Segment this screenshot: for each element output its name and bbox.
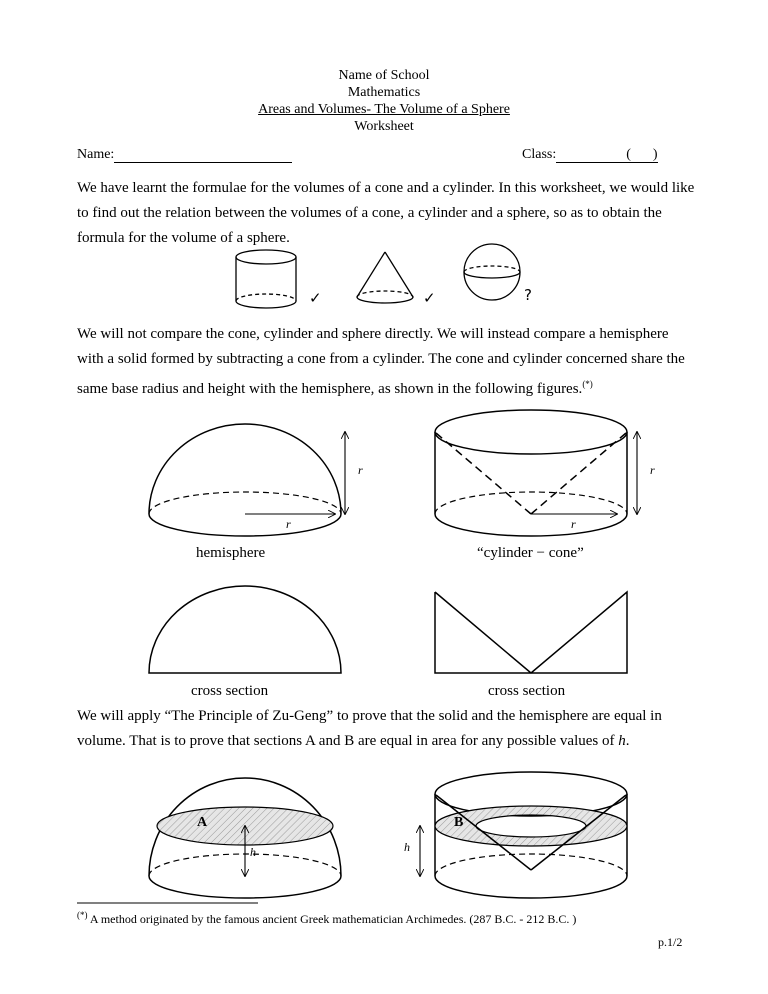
hemisphere-cross-section [149, 586, 341, 673]
section-b-height-label: h [404, 840, 410, 854]
section-a-height-label: h [250, 845, 256, 859]
hemisphere-radius-label: r [286, 517, 291, 531]
subject: Mathematics [347, 85, 421, 100]
footnote-reference: (*) [582, 379, 593, 389]
cross-section-caption-1: cross section [191, 683, 269, 699]
hemisphere-height-label: r [358, 463, 363, 477]
cross-section-caption-2: cross section [488, 683, 566, 699]
intro-paragraph: We have learnt the formulae for the volumes of a cone and a cylinder. In this worksheet, we would like to find out the relation between the volumes of a cone, a cylinder and a sphere, so as to obtain the formula for the volume of a sphere. [77, 180, 695, 246]
cylinder-radius-label: r [571, 517, 576, 531]
footnote-mark: (*) [77, 910, 88, 920]
hemisphere-section-diagram [149, 778, 341, 898]
worksheet-type: Worksheet [354, 119, 414, 134]
principle-end: . [625, 733, 630, 749]
title-text: Areas and Volumes- The Volume of a Sphere [258, 102, 510, 117]
principle-paragraph [77, 704, 702, 754]
principle-h: h [618, 733, 626, 749]
section-b-label: B [454, 815, 464, 830]
cylinder-cone-section-diagram [420, 772, 627, 898]
hemisphere-diagram [149, 424, 345, 536]
sphere-question-mark: ? [524, 286, 532, 304]
school-name: Name of School [338, 68, 430, 83]
cylinder-check-icon: ✓ [309, 291, 322, 307]
section-a-label: A [197, 815, 208, 830]
class-label: Class: [522, 147, 557, 162]
principle-text: We will apply “The Principle of Zu-Geng” to prove that the solid and the hemisphere are equal in volume. That is to prove that sections A and B are equal in area for any possible values of [77, 708, 662, 749]
cylinder-cone-diagram [435, 410, 637, 536]
name-label: Name: [77, 147, 115, 162]
class-number-close: ) [652, 147, 658, 162]
cone-check-icon: ✓ [423, 291, 436, 307]
hemisphere-caption: hemisphere [196, 545, 266, 561]
page-number: p.1/2 [658, 935, 683, 949]
footnote-text: A method originated by the famous ancient Greek mathematician Archimedes. (287 B.C. - 212 B.C. ) [87, 912, 577, 926]
cylinder-height-label: r [650, 463, 655, 477]
comparison-text: We will not compare the cone, cylinder and sphere directly. We will instead compare a hemisphere with a solid formed by subtracting a cone from a cylinder. The cone and cylinder concerned share the same base radius and height with the hemisphere, as shown in the following figures. [77, 326, 685, 397]
footnote [77, 910, 576, 927]
class-number-open: ( [626, 147, 631, 162]
cylinder-cone-cross-section [435, 592, 627, 673]
cylinder-cone-caption: “cylinder − cone” [477, 545, 584, 561]
